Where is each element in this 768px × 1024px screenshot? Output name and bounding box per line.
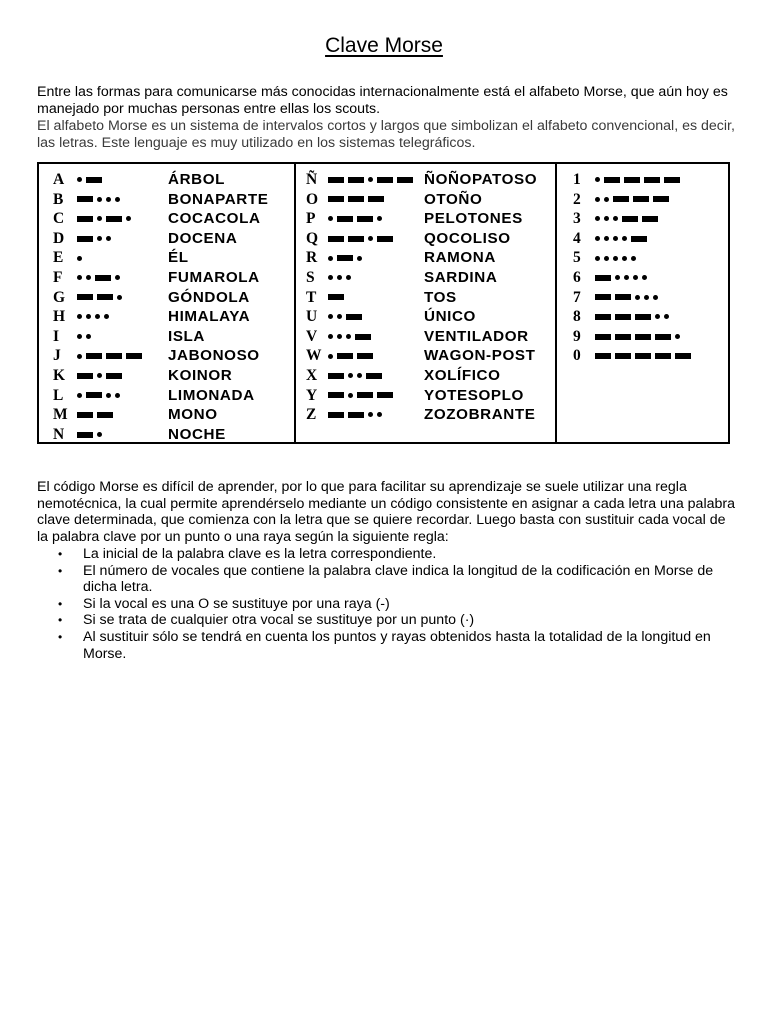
morse-dot [655,314,660,319]
morse-dot [86,275,91,280]
morse-dash [624,177,640,183]
morse-dot [104,314,109,319]
morse-dot [631,256,636,261]
intro-paragraph: Entre las formas para comunicarse más conocidas internacionalmente está el alfabeto Morse, que aún hoy es manejado por muchas personas entre ellas los scouts. [37,84,728,117]
morse-code [595,327,684,347]
morse-keyword: HIMALAYA [168,308,251,326]
bullet-icon: • [58,613,63,628]
morse-dot [328,334,333,339]
morse-dash [328,373,344,379]
morse-letter: N [53,425,65,443]
rule-text: La inicial de la palabra clave es la letra correspondiente. [83,546,437,562]
morse-dash [595,294,611,300]
morse-dot [106,197,111,202]
morse-dot [604,256,609,261]
morse-code [595,307,673,327]
morse-keyword: NOCHE [168,425,226,443]
morse-dot [106,393,111,398]
morse-dot [328,314,333,319]
morse-code [328,307,366,327]
morse-dash [595,275,611,281]
morse-dot [348,373,353,378]
morse-row [557,209,728,229]
morse-letter: Z [306,406,317,424]
morse-code [595,288,662,308]
morse-keyword: VENTILADOR [424,327,529,345]
morse-dot [653,295,658,300]
morse-dot [377,412,382,417]
morse-letter: R [306,249,318,267]
morse-dot [675,334,680,339]
morse-dot [622,256,627,261]
morse-keyword: ISLA [168,327,205,345]
morse-letter: H [53,308,66,326]
morse-letter: E [53,249,64,267]
morse-letter: 8 [573,308,581,326]
morse-dash [595,334,611,340]
morse-row [296,307,555,327]
morse-dot [117,295,122,300]
morse-dash [328,412,344,418]
morse-row [557,288,728,308]
morse-row [557,190,728,210]
morse-dash [348,236,364,242]
morse-row [296,248,555,268]
morse-code [77,268,124,288]
morse-dot [97,236,102,241]
morse-dash [328,294,344,300]
morse-code [328,366,386,386]
morse-row [39,190,294,210]
morse-row [296,190,555,210]
morse-column-a-n [39,164,296,442]
morse-dash [337,255,353,261]
morse-dash [97,412,113,418]
morse-code [328,190,388,210]
morse-dash [613,196,629,202]
morse-dash [337,216,353,222]
morse-row [557,307,728,327]
morse-dot [633,275,638,280]
morse-dash [77,373,93,379]
morse-dot [595,197,600,202]
morse-row [39,386,294,406]
morse-row [39,288,294,308]
morse-code [595,248,640,268]
morse-dot [77,314,82,319]
morse-dash [377,392,393,398]
morse-dash [86,353,102,359]
morse-row [296,229,555,249]
rule-text: El número de vocales que contiene la palabra clave indica la longitud de la codificación en Morse de dicha letra. [83,562,714,596]
morse-letter: 7 [573,288,581,306]
morse-dash [126,353,142,359]
morse-keyword: MONO [168,406,218,424]
morse-dot [106,236,111,241]
morse-letter: D [53,229,65,247]
morse-code [328,170,417,190]
morse-dot [595,256,600,261]
morse-dash [604,177,620,183]
morse-letter: I [53,327,60,345]
morse-row [39,268,294,288]
morse-row [296,405,555,425]
rule-item [37,629,737,662]
morse-dash [631,236,647,242]
morse-dot [77,275,82,280]
morse-row [39,209,294,229]
morse-letter: A [53,171,65,188]
morse-dot [97,197,102,202]
morse-dash [337,353,353,359]
morse-row [296,209,555,229]
morse-keyword: ÚNICO [424,308,476,326]
morse-letter: W [306,347,322,365]
morse-dot [368,177,373,182]
morse-dash [622,216,638,222]
morse-dash [77,412,93,418]
morse-code [77,425,106,445]
morse-dash [655,334,671,340]
morse-dot [115,197,120,202]
morse-keyword: ÁRBOL [168,171,225,188]
morse-keyword: SARDINA [424,269,498,286]
morse-dash [95,275,111,281]
morse-dot [615,275,620,280]
morse-row [39,366,294,386]
morse-row [296,327,555,347]
morse-keyword: JABONOSO [168,347,260,365]
morse-dot [337,334,342,339]
morse-dash [348,177,364,183]
bullet-icon: • [58,563,63,578]
morse-letter: 6 [573,269,581,286]
morse-row [39,327,294,347]
morse-dash [348,196,364,202]
morse-keyword: FUMAROLA [168,269,260,286]
morse-dot [377,216,382,221]
morse-dot [622,236,627,241]
morse-row [39,229,294,249]
morse-dash [106,373,122,379]
morse-letter: G [53,288,66,306]
morse-dot [604,216,609,221]
morse-column-ñ-z [296,164,557,442]
morse-dash [633,196,649,202]
morse-dash [77,236,93,242]
morse-row [296,386,555,406]
bullet-icon: • [58,596,63,611]
morse-code [328,268,355,288]
morse-letter: F [53,269,63,286]
morse-code [595,170,684,190]
morse-dash [397,177,413,183]
morse-dot [635,295,640,300]
morse-row [557,248,728,268]
morse-keyword: WAGON-POST [424,347,536,365]
morse-letter: C [53,210,65,228]
morse-code [77,386,124,406]
morse-dash [615,353,631,359]
morse-row [39,307,294,327]
morse-dot [337,314,342,319]
morse-dot [595,177,600,182]
morse-letter: 1 [573,171,581,188]
morse-dot [368,236,373,241]
morse-keyword: YOTESOPLO [424,386,524,404]
morse-letter: K [53,367,66,384]
morse-code [77,307,113,327]
morse-dash [377,236,393,242]
morse-dot [368,412,373,417]
morse-row [296,268,555,288]
morse-code [77,327,95,347]
morse-letter: 9 [573,327,581,345]
morse-letter: Ñ [306,171,318,188]
morse-dash [355,334,371,340]
morse-dot [77,177,82,182]
intro-paragraph-2: El alfabeto Morse es un sistema de intervalos cortos y largos que simbolizan el alfabeto convencional, es decir, las letras. Este lenguaje es muy utilizado en los sistemas telegráficos. [37,118,735,151]
morse-code [77,288,126,308]
morse-dash [635,334,651,340]
morse-dot [77,393,82,398]
morse-row [296,170,555,190]
morse-letter: L [53,386,64,404]
morse-keyword: BONAPARTE [168,190,269,208]
morse-letter: B [53,190,64,208]
morse-dash [106,353,122,359]
morse-code-table [37,162,730,444]
morse-dot [97,432,102,437]
morse-code [328,405,386,425]
morse-dash [635,314,651,320]
morse-dot [97,216,102,221]
morse-code [595,346,695,366]
morse-dash [357,392,373,398]
morse-dash [635,353,651,359]
morse-dot [328,216,333,221]
morse-dash [97,294,113,300]
morse-keyword: KOINOR [168,367,233,384]
morse-letter: T [306,288,317,306]
morse-keyword: ÑOÑOPATOSO [424,171,538,188]
morse-row [39,170,294,190]
morse-keyword: ZOZOBRANTE [424,406,536,424]
morse-code [328,248,366,268]
morse-dash [328,236,344,242]
morse-keyword: ÉL [168,249,189,267]
morse-row [557,268,728,288]
morse-letter: 3 [573,210,581,228]
morse-keyword: RAMONA [424,249,496,267]
morse-dash [642,216,658,222]
morse-code [328,327,375,347]
morse-dot [644,295,649,300]
rule-item [37,612,737,629]
morse-dash [348,412,364,418]
morse-dot [357,256,362,261]
morse-dot [126,216,131,221]
morse-letter: S [306,269,315,286]
morse-row [39,425,294,445]
morse-dash [644,177,660,183]
morse-letter: 0 [573,347,581,365]
morse-dash [595,353,611,359]
morse-dot [115,275,120,280]
morse-dot [357,373,362,378]
morse-dash [595,314,611,320]
morse-dot [97,373,102,378]
morse-row [39,346,294,366]
morse-row [557,229,728,249]
morse-letter: P [306,210,316,228]
morse-dot [604,197,609,202]
morse-keyword: GÓNDOLA [168,288,250,306]
morse-code [328,386,397,406]
morse-dot [328,354,333,359]
page-title: Clave Morse [325,34,443,57]
morse-code [328,288,348,308]
morse-dash [653,196,669,202]
morse-keyword: QOCOLISO [424,229,511,247]
morse-dash [655,353,671,359]
morse-dash [328,177,344,183]
morse-dot [337,275,342,280]
morse-code [595,229,651,249]
rule-item [37,546,737,563]
morse-dot [86,334,91,339]
rule-item [37,596,737,613]
rule-text: Al sustituir sólo se tendrá en cuenta los puntos y rayas obtenidos hasta la totalidad de la longitud en Morse. [83,628,711,662]
morse-dot [328,256,333,261]
morse-dot [86,314,91,319]
morse-letter: 5 [573,249,581,267]
morse-letter: X [306,367,318,384]
rule-item [37,563,737,596]
morse-keyword: OTOÑO [424,190,483,208]
morse-dot [613,216,618,221]
morse-letter: Q [306,229,319,247]
morse-dash [77,294,93,300]
morse-dot [642,275,647,280]
morse-row [39,405,294,425]
body-paragraph: El código Morse es difícil de aprender, por lo que para facilitar su aprendizaje se suele utilizar una regla nemotécnica, la cual permite aprendérselo mediante un código consistente en asignar a cada letra una palabra clave determinada, que comienza con la letra que se quiere recordar. Luego basta con sustituir cada vocal de la palabra clave por un punto o una raya según la siguiente regla: [37,479,735,545]
morse-dot [115,393,120,398]
morse-dot [613,256,618,261]
morse-row [296,288,555,308]
morse-dash [86,177,102,183]
morse-keyword: PELOTONES [424,210,523,228]
morse-dash [368,196,384,202]
morse-code [328,346,377,366]
morse-code [77,405,117,425]
morse-dash [77,216,93,222]
morse-keyword: DOCENA [168,229,238,247]
morse-letter: U [306,308,318,326]
morse-dot [77,256,82,261]
morse-dot [328,275,333,280]
rule-text: Si se trata de cualquier otra vocal se sustituye por un punto (·) [83,612,475,629]
morse-row [557,327,728,347]
morse-keyword: LIMONADA [168,386,255,404]
morse-code [77,346,146,366]
morse-row [39,248,294,268]
morse-dot [595,236,600,241]
morse-dash [77,432,93,438]
morse-code [77,209,135,229]
morse-dash [77,196,93,202]
morse-dash [86,392,102,398]
morse-column-digits [557,164,728,442]
bullet-icon: • [58,629,63,644]
morse-dash [366,373,382,379]
bullet-icon: • [58,547,63,561]
morse-dash [357,216,373,222]
morse-dot [604,236,609,241]
morse-code [595,209,662,229]
morse-dash [664,177,680,183]
morse-dash [615,294,631,300]
morse-row [296,346,555,366]
morse-dot [664,314,669,319]
morse-dot [348,393,353,398]
morse-letter: 2 [573,190,581,208]
morse-dash [615,334,631,340]
morse-letter: J [53,347,61,365]
morse-letter: Y [306,386,318,404]
morse-code [77,366,126,386]
morse-dot [624,275,629,280]
morse-dot [346,334,351,339]
morse-dot [346,275,351,280]
morse-dash [328,392,344,398]
morse-dot [613,236,618,241]
morse-code [77,190,124,210]
morse-dash [615,314,631,320]
morse-code [77,170,106,190]
morse-dot [77,334,82,339]
morse-code [328,209,386,229]
morse-keyword: XOLÍFICO [424,367,501,384]
morse-keyword: COCACOLA [168,210,261,228]
morse-code [595,190,673,210]
morse-letter: O [306,190,319,208]
morse-dash [106,216,122,222]
morse-letter: M [53,406,68,424]
morse-row [557,170,728,190]
morse-code [77,229,115,249]
morse-code [77,248,86,268]
morse-dash [675,353,691,359]
morse-letter: 4 [573,229,581,247]
morse-code [595,268,651,288]
rules-list [37,546,737,662]
morse-dash [377,177,393,183]
morse-dot [595,216,600,221]
morse-dash [346,314,362,320]
morse-letter: V [306,327,318,345]
morse-dash [357,353,373,359]
rule-text: Si la vocal es una O se sustituye por una raya (-) [83,595,390,612]
morse-keyword: TOS [424,288,457,306]
morse-dot [95,314,100,319]
morse-code [328,229,397,249]
morse-dot [77,354,82,359]
morse-dash [328,196,344,202]
morse-row [557,346,728,366]
morse-row [296,366,555,386]
